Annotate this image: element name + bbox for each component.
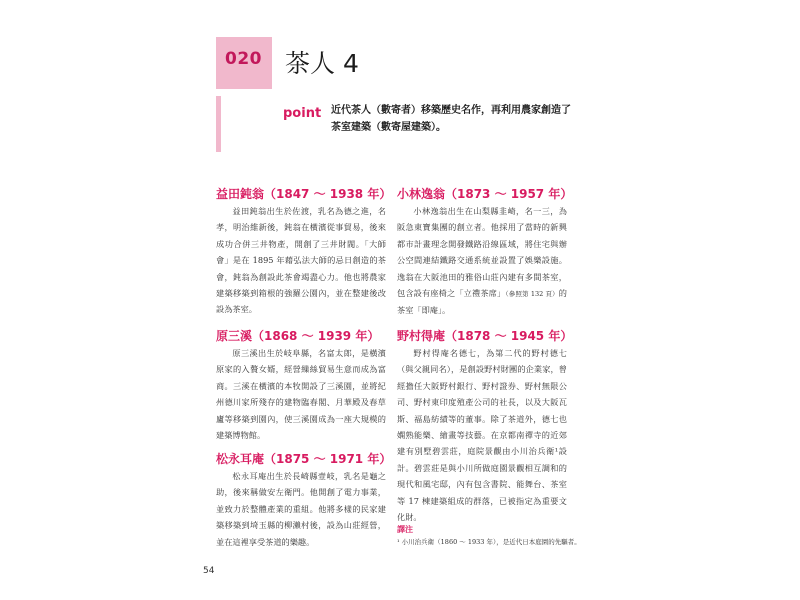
section-body: 益田鈍翁出生於佐渡，乳名為德之進，名孝，明治維新後，鈍翁在橫濱從事貿易，後來成功合併三井物產，開創了三井財閥。「大師會」是在 1895 年藉弘法大師的忌日創造的茶會，鈍翁為創設此茶會竭盡心力。他也將農家建築移築到箱根的強羅公園內，並在整建後改設為茶室。 <box>216 206 386 315</box>
section-body: 野村得庵名德七，為第二代的野村德七（與父親同名），是創設野村財團的企業家，曾經擔任大阪野村銀行、野村證券、野村無限公司、野村東印度殖產公司的社長，以及大阪瓦斯、福島紡績等的董事。除了茶道外，德七也嫻熟能樂、繪畫等技藝。在京都南禪寺的近郊建有別墅碧雲莊，庭院景觀由小川治兵衛¹設計。碧雲莊是與小川所做庭園景觀相互調和的現代和風宅邸，內有包含書院、能舞台、茶室等 17 棟建築組成的群落，已被指定為重要文化財。 <box>397 348 567 523</box>
chapter-number: 020 <box>225 49 262 69</box>
page-reference: （參照第 132 頁） <box>505 290 559 299</box>
section-heading: 原三溪（1868 ～ 1939 年） <box>216 329 380 343</box>
section-heading: 野村得庵（1878 ～ 1945 年） <box>397 329 573 343</box>
chapter-number-box <box>216 37 272 89</box>
section-heading: 益田鈍翁（1847 ～ 1938 年） <box>216 187 392 201</box>
notes-text: ¹ 小川治兵衛（1860 ～ 1933 年），是近代日本庭園的先驅者。 <box>397 538 581 546</box>
section-heading: 小林逸翁（1873 ～ 1957 年） <box>397 187 573 201</box>
page-number: 54 <box>203 566 215 576</box>
section-body-tail: 的茶室「即庵」。 <box>397 288 567 316</box>
point-text: 近代茶人（數寄者）移築歷史名作，再利用農家創造了茶室建築（數寄屋建築）。 <box>331 105 571 133</box>
section-body: 原三溪出生於岐阜縣，名富太郎，是橫濱原家的入贅女婿，經營繅絲貿易生意而成為富商。三溪在橫濱的本牧開設了三溪園，並將紀州德川家所殘存的建物臨春閣、月華殿及春草廬等移築到園內，使三溪園成為一座大規模的建築博物館。 <box>216 348 386 441</box>
translator-notes <box>397 524 581 546</box>
section-body: 松永耳庵出生於長崎縣壹岐，乳名是龜之助，後來稱做安左衛門。他開創了電力事業，並致力於整體產業的重組。他將多樣的民家建築移築到埼玉縣的柳瀨村後，設為山莊經營，並在這裡享受茶道的樂趣。 <box>216 471 386 547</box>
point-box <box>216 96 578 152</box>
page-title: 茶人 4 <box>285 49 359 78</box>
section-heading: 松永耳庵（1875 ～ 1971 年） <box>216 452 392 466</box>
point-label: point <box>283 106 322 121</box>
header-bar <box>216 37 566 89</box>
accent-bar <box>216 96 221 152</box>
notes-label: 譯注 <box>397 525 413 534</box>
section-body-text: 小林逸翁出生在山梨縣韭崎，名一三，為阪急東寶集團的創立者。他採用了當時的新興都市計畫理念開發鐵路沿線區域，將住宅與辦公空間連結鐵路交通系統並設置了娛樂設施。逸翁在大阪池田的雅俗山莊內建有多間茶室，包含設有座椅之「立禮茶席」 <box>397 206 567 299</box>
section-body <box>397 203 567 319</box>
